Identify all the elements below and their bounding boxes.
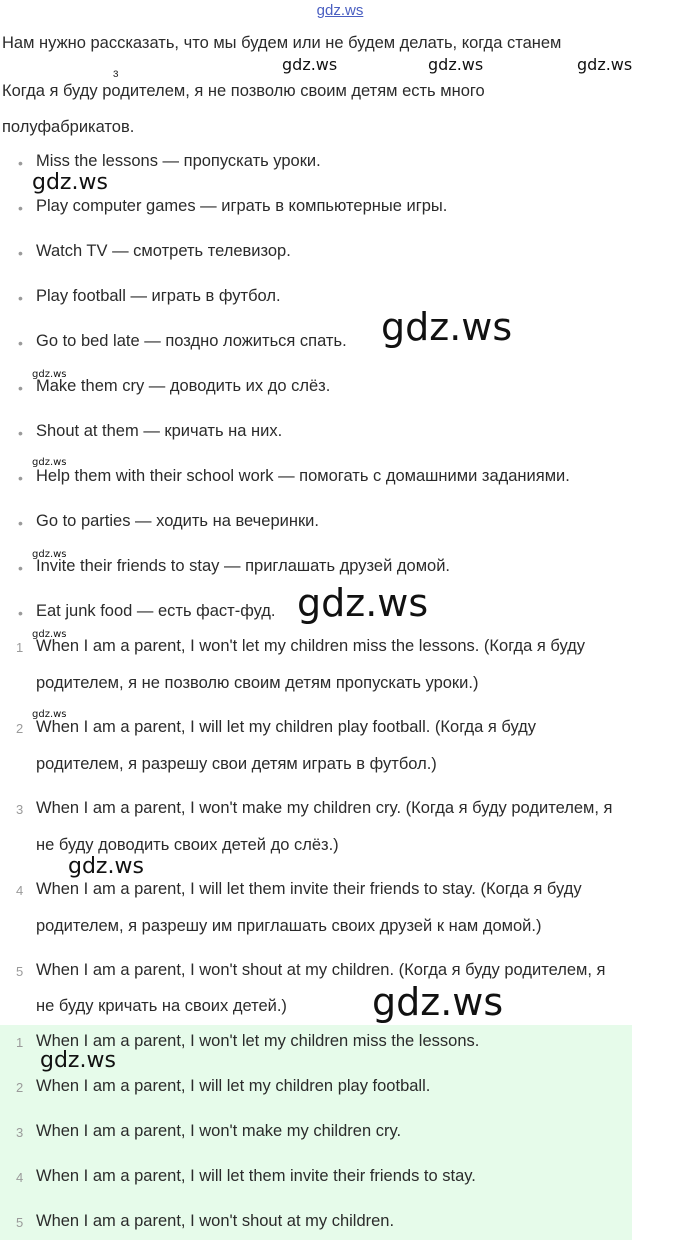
watermark: gdz.ws [32,170,108,195]
list-item: Go to bed late — поздно ложиться спать. [36,332,347,350]
list-number: 5 [16,964,24,979]
sentence-line: родителем, я разрешу им приглашать своих друзей к нам домой.) [36,917,542,935]
list-number: 4 [16,883,24,898]
list-number: 4 [16,1170,24,1185]
bullet-icon: • [18,200,23,216]
intro-line-1: Нам нужно рассказать, что мы будем или не будем делать, когда станем [2,34,562,52]
list-item: Miss the lessons — пропускать уроки. [36,152,321,170]
watermark: gdz.ws [428,55,484,74]
bullet-icon: • [18,245,23,261]
sentence-line: When I am a parent, I won't shout at my children. (Когда я буду родителем, я [36,961,606,979]
bullet-icon: • [18,155,23,171]
list-item: Play computer games — играть в компьютерные игры. [36,197,448,215]
bullet-icon: • [18,470,23,486]
watermark: gdz.ws [32,709,67,720]
watermark: gdz.ws [40,1048,116,1073]
watermark: gdz.ws [32,549,67,560]
sentence-line: не буду доводить своих детей до слёз.) [36,836,339,854]
list-number: 2 [16,1080,24,1095]
bullet-icon: • [18,605,23,621]
watermark: gdz.ws [372,980,504,1024]
bullet-icon: • [18,425,23,441]
list-number: 1 [16,1035,24,1050]
sentence-line: When I am a parent, I won't let my children miss the lessons. (Когда я буду [36,637,586,655]
sentence-line: When I am a parent, I will let my children play football. (Когда я буду [36,718,537,736]
sentence-line: When I am a parent, I will let them invite their friends to stay. (Когда я буду [36,880,582,898]
intro-line-2: Когда я буду родителем, я не позволю своим детям есть много [2,82,485,100]
intro-line-3: полуфабрикатов. [2,118,135,136]
list-number: 2 [16,721,24,736]
list-number: 3 [16,1125,24,1140]
watermark: gdz.ws [282,55,338,74]
bullet-icon: • [18,335,23,351]
answer-line: When I am a parent, I won't shout at my children. [36,1212,395,1230]
list-item: Eat junk food — есть фаст-фуд. [36,602,276,620]
watermark: gdz.ws [577,55,633,74]
sentence-line: родителем, я разрешу свои детям играть в футбол.) [36,755,437,773]
list-item: Go to parties — ходить на вечеринки. [36,512,319,530]
answer-line: When I am a parent, I will let my children play football. [36,1077,431,1095]
answer-line: When I am a parent, I won't make my children cry. [36,1122,402,1140]
bullet-icon: • [18,560,23,576]
watermark: gdz.ws [32,629,67,640]
list-item: Shout at them — кричать на них. [36,422,283,440]
list-item: Play football — играть в футбол. [36,287,281,305]
list-item: Invite their friends to stay — приглашать друзей домой. [36,557,451,575]
watermark: gdz.ws [32,369,67,380]
bullet-icon: • [18,380,23,396]
sentence-line: родителем, я не позволю своим детям пропускать уроки.) [36,674,479,692]
list-number: 1 [16,640,24,655]
list-item: Make them cry — доводить их до слёз. [36,377,331,395]
bullet-icon: • [18,290,23,306]
answer-line: When I am a parent, I will let them invite their friends to stay. [36,1167,476,1185]
site-header-link[interactable]: gdz.ws [316,2,364,19]
watermark: gdz.ws [381,305,513,349]
bullet-icon: • [18,515,23,531]
stray-mark: ɜ [113,66,119,80]
list-number: 3 [16,802,24,817]
answer-line: When I am a parent, I won't let my children miss the lessons. [36,1032,480,1050]
sentence-line: When I am a parent, I won't make my children cry. (Когда я буду родителем, я [36,799,613,817]
list-number: 5 [16,1215,24,1230]
list-item: Watch TV — смотреть телевизор. [36,242,291,260]
sentence-line: не буду кричать на своих детей.) [36,997,287,1015]
list-item: Help them with their school work — помогать с домашними заданиями. [36,467,570,485]
watermark: gdz.ws [32,457,67,468]
watermark: gdz.ws [68,854,144,879]
watermark: gdz.ws [297,581,429,625]
